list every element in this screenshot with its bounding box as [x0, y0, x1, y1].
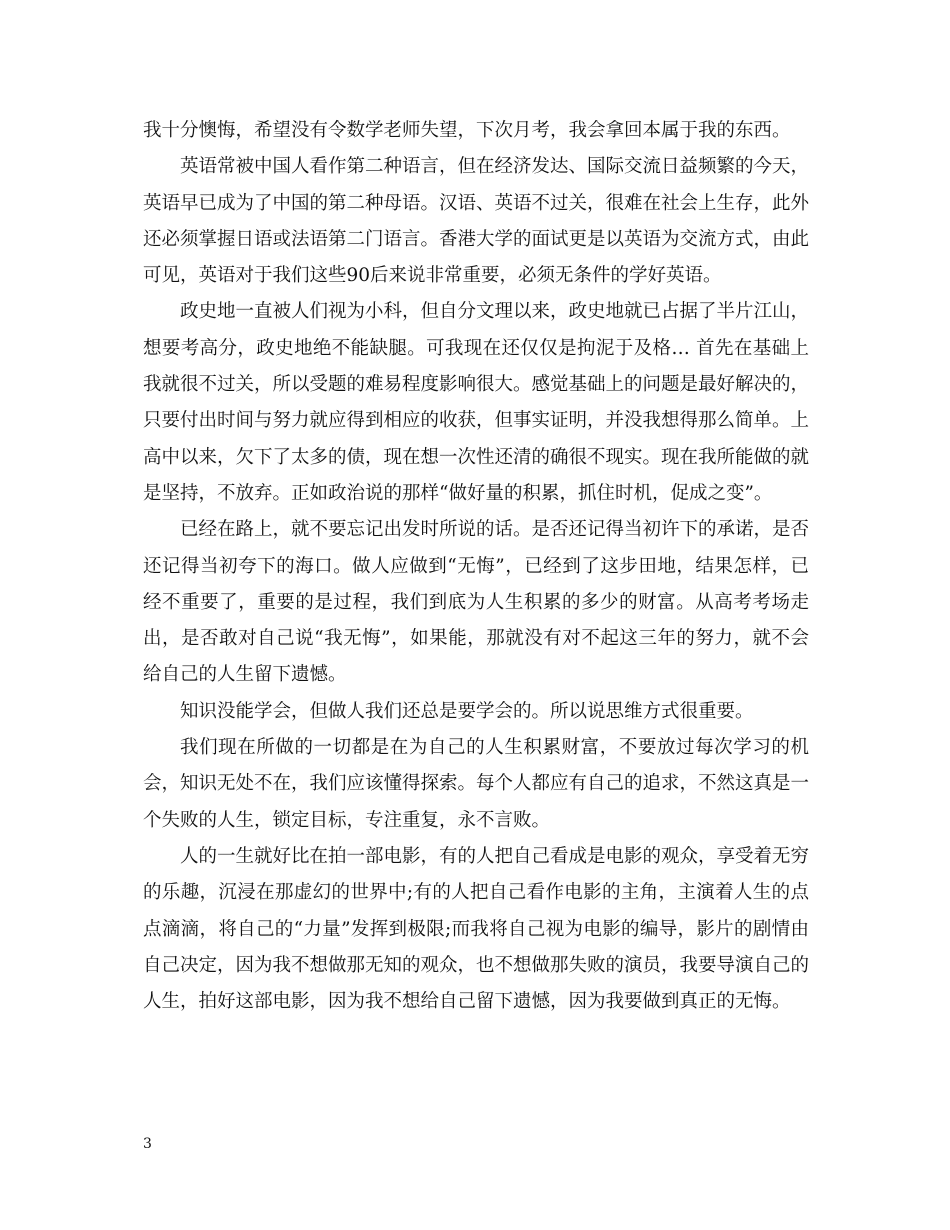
paragraph-7: 人的一生就好比在拍一部电影，有的人把自己看成是电影的观众，享受着无穷的乐趣，沉浸在那虚幻的世界中;有的人把自己看作电影的主角，主演着人生的点点滴滴，将自己的“力量”发挥到极限;而我将自己视为电影的编导，影片的剧情由自己决定，因为我不想做那无知的观众，也不想做那失败的演员，我要导演自己的人生，拍好这部电影，因为我不想给自己留下遗憾，因为我要做到真正的无悔。	[143, 845, 810, 1013]
paragraph-6: 我们现在所做的一切都是在为自己的人生积累财富，不要放过每次学习的机会，知识无处不在，我们应该懂得探索。每个人都应有自己的追求，不然这真是一个失败的人生，锁定目标，专注重复，永不言败。	[143, 737, 810, 831]
paragraph-3: 政史地一直被人们视为小科，但自分文理以来，政史地就已占据了半片江山，想要考高分，政史地绝不能缺腿。可我现在还仅仅是拘泥于及格… 首先在基础上我就很不过关，所以受题的难易程度影响很大。感觉基础上的问题是最好解决的，只要付出时间与努力就应得到相应的收获，但事实证明，并没我想得那么简单。上高中以来，欠下了太多的债，现在想一次性还清的确很不现实。现在我所能做的就是坚持，不放弃。正如政治说的那样“做好量的积累，抓住时机，促成之变”。	[143, 301, 810, 504]
paragraph-5: 知识没能学会，但做人我们还总是要学会的。所以说思维方式很重要。	[180, 700, 754, 722]
paragraph-4: 已经在路上，就不要忘记出发时所说的话。是否还记得当初许下的承诺，是否还记得当初夸下的海口。做人应做到“无悔”，已经到了这步田地，结果怎样，已经不重要了，重要的是过程，我们到底为人生积累的多少的财富。从高考考场走出，是否敢对自己说“我无悔”，如果能，那就没有对不起这三年的努力，就不会给自己的人生留下遗憾。	[143, 519, 810, 686]
paragraph-1: 我十分懊悔，希望没有令数学老师失望，下次月考，我会拿回本属于我的东西。	[143, 120, 791, 141]
page-number: 3	[143, 1136, 152, 1152]
paragraph-2: 英语常被中国人看作第二种语言，但在经济发达、国际交流日益频繁的今天，英语早已成为了中国的第二种母语。汉语、英语不过关，很难在社会上生存，此外还必须掌握日语或法语第二门语言。香港大学的面试更是以英语为交流方式，由此可见，英语对于我们这些90后来说非常重要，必须无条件的学好英语。	[143, 156, 810, 287]
body-text	[143, 113, 809, 1020]
